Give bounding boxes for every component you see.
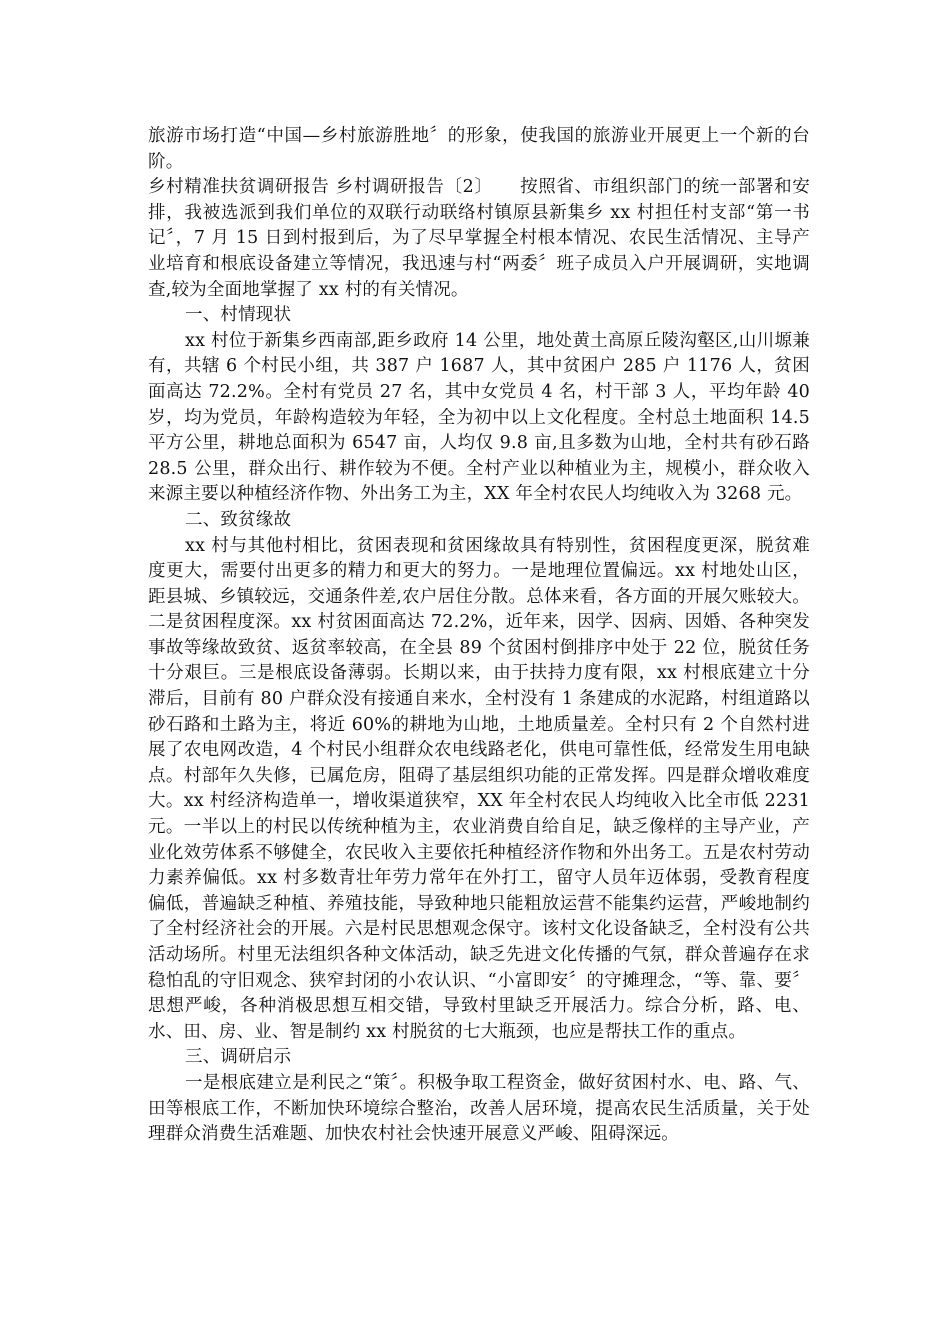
paragraph-research-insights: 一是根底建立是利民之“策〞。积极争取工程资金，做好贫困村水、电、路、气、田等根底工作，不断加快环境综合整治，改善人居环境，提高农民生活质量，关于处理群众消费生活难题、加快农村社会快速开展意义严峻、阻碍深远。 <box>148 1072 810 1145</box>
section-heading-village-status: 一、村情现状 <box>185 305 292 326</box>
section-heading-poverty-causes: 二、致贫缘故 <box>185 509 292 530</box>
paragraph-intro-continuation: 旅游市场打造“中国—乡村旅游胜地〞的形象，使我国的旅游业开展更上一个新的台阶。 <box>148 126 810 172</box>
paragraph-poverty-causes: xx 村与其他村相比，贫困表现和贫困缘故具有特别性，贫困程度更深，脱贫难度更大，需要付出更多的精力和更大的努力。一是地理位置偏远。xx 村地处山区，距县城、乡镇较远，交通条件差,农户居住分散。总体来看，各方面的开展欠账较大。二是贫困程度深。xx 村贫困面高达 72.2%，近年来，因学、因病、因婚、各种突发事故等缘故致贫、返贫率较高，在全县 89 个贫困村倒排序中处于 22 位，脱贫任务十分艰巨。三是根底设备薄弱。长期以来，由于扶持力度有限，xx 村根底建立十分滞后，目前有 80 户群众没有接通自来水，全村没有 1 条建成的水泥路，村组道路以砂石路和土路为主，将近 60%的耕地为山地，土地质量差。全村只有 2 个自然村进展了农电网改造，4 个村民小组群众农电线路老化，供电可靠性低，经常发生用电缺点。村部年久失修，已属危房，阻碍了基层组织功能的正常发挥。四是群众增收难度大。xx 村经济构造单一，增收渠道狭窄，XX 年全村农民人均纯收入比全市低 2231 元。一半以上的村民以传统种植为主，农业消费自给自足，缺乏像样的主导产业，产业化效劳体系不够健全，农民收入主要依托种植经济作物和外出务工。五是农村劳动力素养偏低。xx 村多数青壮年劳力常年在外打工，留守人员年迈体弱，受教育程度偏低，普遍缺乏种植、养殖技能，导致种地只能粗放运营不能集约运营，严峻地制约了全村经济社会的开展。六是村民思想观念保守。该村文化设备缺乏，全村没有公共活动场所。村里无法组织各种文体活动，缺乏先进文化传播的气氛，群众普遍存在求稳怕乱的守旧观念、狭窄封闭的小农认识、“小富即安〞的守摊理念，“等、靠、要〞思想严峻，各种消极思想互相交错，导致村里缺乏开展活力。综合分析，路、电、水、田、房、业、智是制约 xx 村脱贫的七大瓶颈，也应是帮扶工作的重点。 <box>148 535 810 1042</box>
section-heading-research-insights: 三、调研启示 <box>185 1047 292 1068</box>
document-page <box>148 124 810 1148</box>
paragraph-report-title-and-intro: 乡村精准扶贫调研报告 乡村调研报告〔2〕 按照省、市组织部门的统一部署和安排，我被选派到我们单位的双联行动联络村镇原县新集乡 xx 村担任村支部“第一书记〞，7 月 15 日到村报到后，为了尽早掌握全村根本情况、农民生活情况、主导产业培育和根底设备建立等情况，我迅速与村“两委〞班子成员入户开展调研，实地调查,较为全面地掌握了 xx 村的有关情况。 <box>148 177 810 300</box>
paragraph-village-status: xx 村位于新集乡西南部,距乡政府 14 公里，地处黄土高原丘陵沟壑区,山川塬兼有，共辖 6 个村民小组，共 387 户 1687 人，其中贫困户 285 户 1176 人，贫困面高达 72.2%。全村有党员 27 名，其中女党员 4 名，村干部 3 人，平均年龄 40 岁，均为党员，年龄构造较为年轻，全为初中以上文化程度。全村总土地面积 14.5 平方公里，耕地总面积为 6547 亩，人均仅 9.8 亩,且多数为山地，全村共有砂石路 28.5 公里，群众出行、耕作较为不便。全村产业以种植业为主，规模小，群众收入来源主要以种植经济作物、外出务工为主，XX 年全村农民人均纯收入为 3268 元。 <box>148 330 810 505</box>
